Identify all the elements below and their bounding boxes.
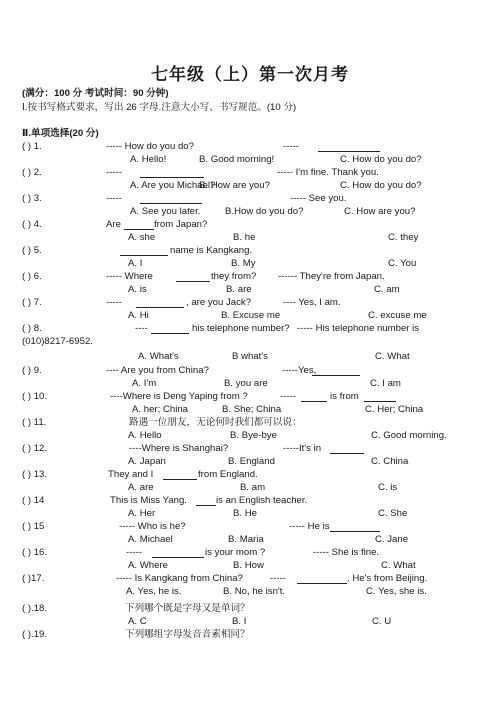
question-text-continued: , are you Jack? bbox=[186, 297, 252, 308]
question-number: ( ).18. bbox=[22, 603, 48, 614]
question-text-continued: is an English teacher. bbox=[216, 495, 308, 506]
answer-blank[interactable] bbox=[151, 333, 189, 334]
answer-option: C. China bbox=[371, 456, 409, 467]
answer-option: A. her; China bbox=[132, 404, 188, 415]
response-text: ---- Yes, I am. bbox=[283, 297, 341, 308]
answer-option: A. is bbox=[128, 284, 147, 295]
response-text-continued: is from bbox=[330, 391, 359, 402]
question-text: ---- bbox=[135, 323, 148, 334]
answer-option: A. I'm bbox=[132, 378, 157, 389]
answer-option: C. Her; China bbox=[365, 404, 424, 415]
answer-option: A. See you later. bbox=[130, 206, 201, 217]
answer-blank[interactable] bbox=[364, 401, 396, 402]
answer-blank[interactable] bbox=[163, 479, 197, 480]
response-text: -----Yes, bbox=[282, 365, 317, 376]
answer-option: A. I bbox=[128, 258, 143, 269]
response-text: ----- I'm fine. Thank you. bbox=[277, 167, 379, 178]
answer-option: B. Excuse me bbox=[221, 310, 281, 321]
answer-blank[interactable] bbox=[136, 307, 184, 308]
exam-info: (满分：100 分 考试时间：90 分钟) bbox=[22, 88, 169, 99]
answer-option: C. How do you do? bbox=[340, 180, 422, 191]
question-number: ( ) 1. bbox=[22, 141, 42, 152]
answer-option: C. She bbox=[378, 508, 408, 519]
answer-option: A. Are you Michael? bbox=[130, 180, 216, 191]
question-text: ----- bbox=[106, 297, 122, 308]
answer-option: B. Maria bbox=[228, 534, 264, 545]
question-text-continued: they from? bbox=[211, 271, 257, 282]
question-number: ( ) 14 bbox=[22, 495, 45, 506]
answer-option: A. Hello! bbox=[130, 154, 167, 165]
question-text: 下列哪组字母发音音素相同？ bbox=[125, 629, 250, 640]
answer-option: C. I am bbox=[370, 378, 401, 389]
answer-option: C. excuse me bbox=[368, 310, 427, 321]
question-text: ----- Where bbox=[106, 271, 153, 282]
answer-blank[interactable] bbox=[140, 177, 204, 178]
answer-option: B. he bbox=[233, 232, 256, 243]
answer-blank[interactable] bbox=[120, 255, 168, 256]
question-number: ( ) 8. bbox=[22, 323, 42, 334]
question-text: Are bbox=[106, 219, 121, 230]
question-number: ( ) 16. bbox=[22, 547, 48, 558]
answer-blank[interactable] bbox=[297, 583, 347, 584]
question-number: ( ) 13. bbox=[22, 469, 48, 480]
answer-option: B. England bbox=[228, 456, 275, 467]
answer-blank[interactable] bbox=[330, 453, 364, 454]
answer-blank[interactable] bbox=[330, 531, 380, 532]
answer-option: C. Jane bbox=[375, 534, 409, 545]
answer-option: B what's bbox=[232, 351, 268, 362]
page-title: 七年级（上）第一次月考 bbox=[151, 65, 349, 85]
answer-option: B. I bbox=[232, 616, 247, 627]
question-text: ----- How do you do? bbox=[106, 141, 194, 152]
question-number: ( ) 10. bbox=[22, 391, 48, 402]
answer-option: C. You bbox=[388, 258, 417, 269]
question-text: ----- bbox=[126, 547, 142, 558]
question-number: ( ) 7. bbox=[22, 297, 42, 308]
answer-option: A. are bbox=[128, 482, 154, 493]
answer-blank[interactable] bbox=[318, 151, 380, 152]
answer-option: A. she bbox=[128, 232, 156, 243]
question-text: ---- Are you from China? bbox=[106, 365, 209, 376]
question-text: ----- bbox=[106, 167, 122, 178]
question-continuation: (010)8217-6952. bbox=[22, 336, 93, 347]
question-number: ( ) 12. bbox=[22, 443, 48, 454]
question-number: ( ) 11. bbox=[22, 417, 47, 428]
question-text: ----Where is Shanghai? bbox=[129, 443, 229, 454]
answer-option: B.How do you do? bbox=[225, 206, 304, 217]
question-text-continued: from Japan? bbox=[154, 219, 208, 230]
question-number: ( )17. bbox=[22, 573, 45, 584]
answer-option: A. What's bbox=[138, 351, 179, 362]
question-number: ( ) 3. bbox=[22, 193, 42, 204]
question-text: ----Where is Deng Yaping from ? bbox=[110, 391, 248, 402]
response-text-continued: . He's from Beijing. bbox=[347, 573, 428, 584]
question-text: They and I bbox=[108, 469, 154, 480]
answer-option: C. am bbox=[374, 284, 400, 295]
answer-option: C. Yes, she is. bbox=[366, 586, 427, 597]
answer-blank[interactable] bbox=[176, 281, 210, 282]
answer-option: A. Where bbox=[128, 560, 168, 571]
question-number: ( ) 2. bbox=[22, 167, 42, 178]
answer-option: B. Bye-bye bbox=[230, 430, 277, 441]
question-text: ----- Who is he? bbox=[119, 521, 186, 532]
response-text: ------ They're from Japan. bbox=[278, 271, 385, 282]
answer-option: C. U bbox=[372, 616, 392, 627]
question-number: ( ) 4. bbox=[22, 219, 42, 230]
question-text: ----- Is Kangkang from China? bbox=[116, 573, 243, 584]
answer-blank[interactable] bbox=[124, 229, 154, 230]
response-text: ----- bbox=[283, 141, 299, 152]
question-text-continued: name is Kangkang. bbox=[170, 245, 253, 256]
answer-option: C. they bbox=[388, 232, 419, 243]
answer-option: B. are bbox=[226, 284, 252, 295]
section-1-heading: Ⅰ.按书写格式要求，写出 26 字母.注意大小写、书写规范。(10 分) bbox=[22, 102, 297, 113]
answer-option: A. Michael bbox=[128, 534, 173, 545]
response-text: ----- See you. bbox=[290, 193, 347, 204]
answer-option: B. She; China bbox=[222, 404, 282, 415]
question-text-continued: his telephone number? bbox=[192, 323, 290, 334]
answer-option: A. Yes, he is. bbox=[126, 586, 182, 597]
answer-option: A. C bbox=[128, 616, 147, 627]
answer-option: A. Japan bbox=[128, 456, 166, 467]
answer-option: C. Good morning. bbox=[371, 430, 447, 441]
response-text: ----- bbox=[280, 391, 296, 402]
question-text: 路遇一位朋友，无论何时我们都可以说： bbox=[129, 417, 302, 428]
answer-blank[interactable] bbox=[196, 505, 216, 506]
response-text: ----- His telephone number is bbox=[297, 323, 420, 334]
question-number: ( ) 9. bbox=[22, 365, 42, 376]
answer-blank[interactable] bbox=[312, 375, 360, 376]
response-text: ----- He is bbox=[289, 521, 330, 532]
question-text: 下列哪个既是字母又是单词？ bbox=[125, 603, 250, 614]
answer-option: A. Hi bbox=[128, 310, 149, 321]
answer-option: B. How are you? bbox=[199, 180, 270, 191]
question-text-continued: from England. bbox=[198, 469, 258, 480]
answer-option: B. He bbox=[233, 508, 257, 519]
answer-option: B. Good morning! bbox=[199, 154, 275, 165]
answer-option: B. No, he isn't. bbox=[223, 586, 286, 597]
answer-blank[interactable] bbox=[301, 401, 327, 402]
response-text: ----- She is fine. bbox=[313, 547, 380, 558]
question-number: ( ) 15 bbox=[22, 521, 45, 532]
answer-option: B. you are bbox=[224, 378, 268, 389]
answer-option: B. My bbox=[231, 258, 256, 269]
response-text: -----It's in bbox=[283, 443, 322, 454]
question-text: This is Miss Yang. bbox=[110, 495, 187, 506]
question-number: ( ) 5. bbox=[22, 245, 42, 256]
question-text-continued: is your mom ? bbox=[205, 547, 266, 558]
answer-option: B. am bbox=[240, 482, 266, 493]
question-number: ( ) 6. bbox=[22, 271, 42, 282]
response-text: ----- bbox=[270, 573, 286, 584]
question-number: ( ).19. bbox=[22, 629, 48, 640]
answer-option: B. How bbox=[233, 560, 264, 571]
answer-blank[interactable] bbox=[140, 203, 202, 204]
answer-option: C. is bbox=[378, 482, 398, 493]
answer-option: C. What bbox=[375, 351, 410, 362]
answer-blank[interactable] bbox=[152, 557, 204, 558]
answer-option: C. How do you do? bbox=[340, 154, 422, 165]
section-2-heading: Ⅱ.单项选择(20 分) bbox=[22, 128, 99, 139]
answer-option: A. Her bbox=[128, 508, 156, 519]
answer-option: C. How are you? bbox=[344, 206, 416, 217]
answer-option: A. Hello bbox=[128, 430, 162, 441]
answer-option: C. What bbox=[381, 560, 416, 571]
question-text: ----- bbox=[106, 193, 122, 204]
